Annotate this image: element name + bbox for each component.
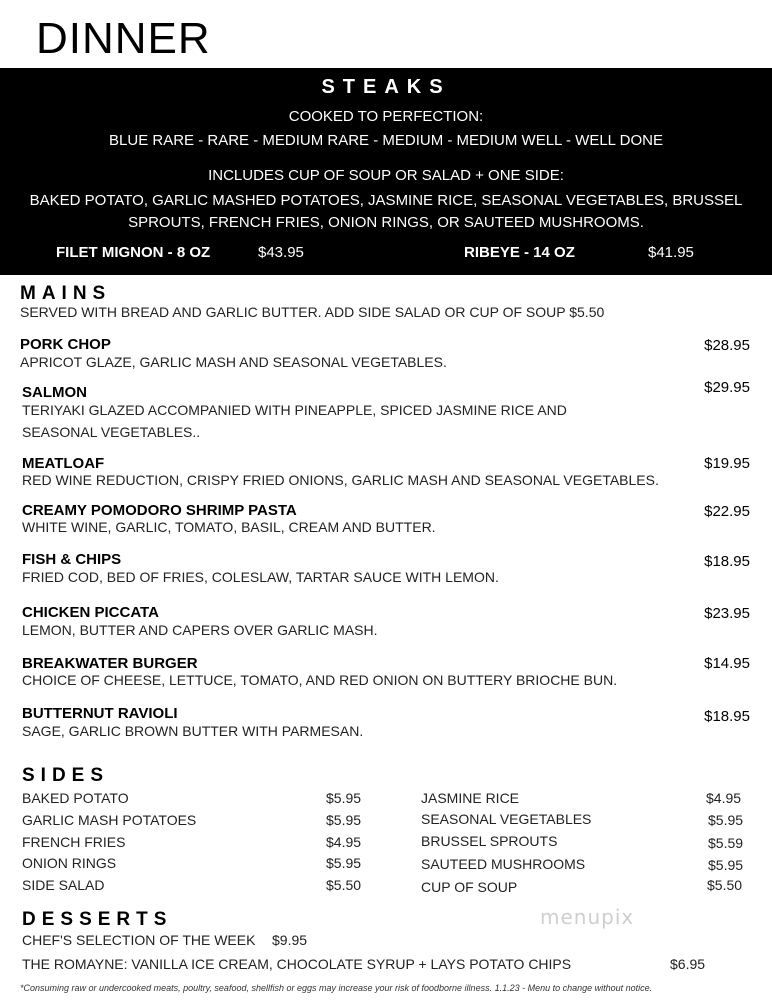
menu-item-name: CREAMY POMODORO SHRIMP PASTA xyxy=(22,502,297,519)
steak-item-price: $41.95 xyxy=(648,244,694,261)
side-item-name: SEASONAL VEGETABLES xyxy=(421,811,592,827)
dessert-item-price: $6.95 xyxy=(670,956,706,972)
side-item-name: CUP OF SOUP xyxy=(421,879,518,895)
menu-item-price: $22.95 xyxy=(704,503,750,520)
side-item-name: SAUTEED MUSHROOMS xyxy=(421,856,586,872)
menu-item-desc-continued: SEASONAL VEGETABLES.. xyxy=(22,424,201,440)
menu-item-desc: WHITE WINE, GARLIC, TOMATO, BASIL, CREAM AND BUTTER. xyxy=(22,519,436,535)
menu-item-price: $19.95 xyxy=(704,455,750,472)
side-item-price: $4.95 xyxy=(326,834,362,850)
menu-item-price: $18.95 xyxy=(704,708,750,725)
menu-item-desc: APRICOT GLAZE, GARLIC MASH AND SEASONAL VEGETABLES. xyxy=(20,354,447,370)
side-item-price: $5.95 xyxy=(708,857,744,873)
steaks-doneness: BLUE RARE - RARE - MEDIUM RARE - MEDIUM - MEDIUM WELL - WELL DONE xyxy=(109,132,663,149)
menu-item-desc: RED WINE REDUCTION, CRISPY FRIED ONIONS, GARLIC MASH AND SEASONAL VEGETABLES. xyxy=(22,472,659,488)
steak-item-name: FILET MIGNON - 8 OZ xyxy=(56,244,211,261)
menu-item-desc: SAGE, GARLIC BROWN BUTTER WITH PARMESAN. xyxy=(22,723,364,739)
menu-item-name: FISH & CHIPS xyxy=(22,551,122,568)
dessert-item-price: $9.95 xyxy=(272,932,308,948)
side-item-name: FRENCH FRIES xyxy=(22,834,126,850)
steak-item-price: $43.95 xyxy=(258,244,304,261)
menu-item-name: CHICKEN PICCATA xyxy=(22,604,159,621)
side-item-price: $5.95 xyxy=(708,812,744,828)
mains-note: SERVED WITH BREAD AND GARLIC BUTTER. ADD SIDE SALAD OR CUP OF SOUP $5.50 xyxy=(20,304,605,320)
side-item-price: $5.95 xyxy=(326,812,362,828)
menu-item-desc: CHOICE OF CHEESE, LETTUCE, TOMATO, AND RED ONION ON BUTTERY BRIOCHE BUN. xyxy=(22,672,618,688)
menu-item-name: BREAKWATER BURGER xyxy=(22,655,198,672)
side-item-name: JASMINE RICE xyxy=(421,790,520,806)
steaks-includes: INCLUDES CUP OF SOUP OR SALAD + ONE SIDE: xyxy=(208,167,564,184)
dessert-item-name: THE ROMAYNE: VANILLA ICE CREAM, CHOCOLATE SYRUP + LAYS POTATO CHIPS xyxy=(22,956,572,972)
menu-item-desc: FRIED COD, BED OF FRIES, COLESLAW, TARTAR SAUCE WITH LEMON. xyxy=(22,569,499,585)
menu-item-desc: LEMON, BUTTER AND CAPERS OVER GARLIC MASH. xyxy=(22,622,378,638)
menu-item-price: $23.95 xyxy=(704,605,750,622)
watermark-text: menupix xyxy=(540,905,635,929)
side-item-price: $5.50 xyxy=(707,877,743,893)
side-item-name: SIDE SALAD xyxy=(22,877,105,893)
side-item-price: $4.95 xyxy=(706,790,742,806)
footnote: *Consuming raw or undercooked meats, poultry, seafood, shellfish or eggs may increase your risk of foodborne illness. 1.1.23 - Menu to change without notice. xyxy=(20,983,653,993)
side-item-name: BRUSSEL SPROUTS xyxy=(421,833,558,849)
steaks-sides-line-2: SPROUTS, FRENCH FRIES, ONION RINGS, OR SAUTEED MUSHROOMS. xyxy=(128,214,644,231)
mains-heading: MAINS xyxy=(20,283,112,304)
side-item-price: $5.50 xyxy=(326,877,362,893)
side-item-name: GARLIC MASH POTATOES xyxy=(22,812,197,828)
menu-item-price: $28.95 xyxy=(704,337,750,354)
steaks-heading: STEAKS xyxy=(321,76,451,98)
side-item-price: $5.95 xyxy=(326,855,362,871)
steak-item-name: RIBEYE - 14 OZ xyxy=(464,244,575,261)
sides-heading: SIDES xyxy=(22,765,110,786)
menu-item-price: $29.95 xyxy=(704,379,750,396)
page-title: DINNER xyxy=(36,14,211,63)
side-item-price: $5.59 xyxy=(708,835,744,851)
dessert-item-name: CHEF'S SELECTION OF THE WEEK xyxy=(22,932,256,948)
menu-item-name: SALMON xyxy=(22,384,87,401)
desserts-heading: DESSERTS xyxy=(22,909,173,930)
menu-item-price: $14.95 xyxy=(704,655,750,672)
menu-item-name: BUTTERNUT RAVIOLI xyxy=(22,705,178,722)
steaks-sides-line-1: BAKED POTATO, GARLIC MASHED POTATOES, JASMINE RICE, SEASONAL VEGETABLES, BRUSSEL xyxy=(29,192,743,209)
side-item-price: $5.95 xyxy=(326,790,362,806)
menu-item-name: MEATLOAF xyxy=(22,455,105,472)
side-item-name: BAKED POTATO xyxy=(22,790,129,806)
side-item-name: ONION RINGS xyxy=(22,855,117,871)
menu-item-price: $18.95 xyxy=(704,553,750,570)
steaks-subheading: COOKED TO PERFECTION: xyxy=(288,108,484,125)
menu-item-name: PORK CHOP xyxy=(20,336,111,353)
menu-item-desc: TERIYAKI GLAZED ACCOMPANIED WITH PINEAPPLE, SPICED JASMINE RICE AND xyxy=(22,402,567,418)
steaks-section xyxy=(0,68,772,275)
